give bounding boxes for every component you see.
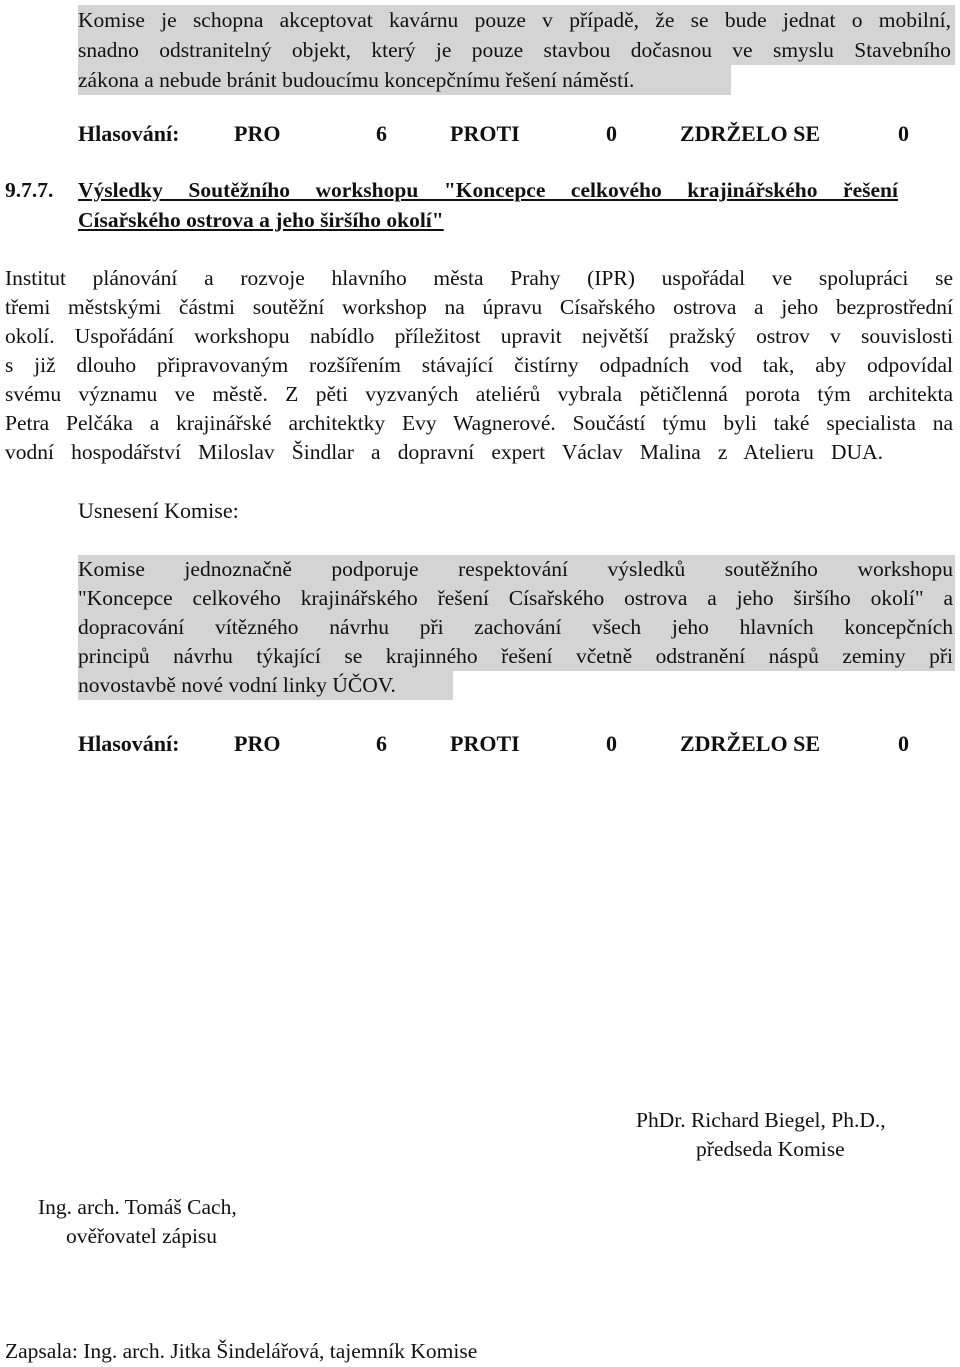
proti-value: 0 xyxy=(606,121,617,146)
body-line-4: s již dlouho připravovaným rozšířením stávající čistírny odpadních vod tak, aby odpovídal xyxy=(5,353,953,377)
pro-label: PRO xyxy=(234,731,281,756)
resolution-line-4: principů návrhu týkající se krajinného řešení včetně odstranění náspů zeminy při xyxy=(78,642,955,671)
body-line-7: vodní hospodářství Miloslav Šindlar a dopravní expert Václav Malina z Atelieru DUA. xyxy=(5,440,883,464)
pro-label: PRO xyxy=(234,121,281,146)
body-line-3: okolí. Uspořádání workshopu nabídlo příležitost upravit největší pražský ostrov v souvislosti xyxy=(5,324,953,348)
chair-role: předseda Komise xyxy=(696,1137,845,1161)
body-line-6: Petra Pelčáka a krajinářské architektky Evy Wagnerové. Součástí týmu byli také specialista na xyxy=(5,411,953,435)
section-number: 9.7.7. xyxy=(5,178,54,202)
body-line-5: svému významu ve městě. Z pěti vyzvaných ateliérů vybrala pětičlenná porota tým architekta xyxy=(5,382,953,406)
intro-line-1: Komise je schopna akceptovat kavárnu pouze v případě, že se bude jednat o mobilní, xyxy=(78,5,955,35)
resolution-line-1: Komise jednoznačně podporuje respektování výsledků soutěžního workshopu xyxy=(78,555,955,584)
vote-result-1 xyxy=(78,119,938,149)
resolution-line-3: dopracování vítězného návrhu při zachování všech jeho hlavních koncepčních xyxy=(78,613,955,642)
body-line-2: třemi městskými částmi soutěžní workshop na úpravu Císařského ostrova a jeho bezprostřední xyxy=(5,295,953,319)
zdrzelo-value: 0 xyxy=(898,731,909,756)
pro-value: 6 xyxy=(376,121,387,146)
proti-label: PROTI xyxy=(450,731,520,756)
resolution-line-2: "Koncepce celkového krajinářského řešení Císařského ostrova a jeho širšího okolí" a xyxy=(78,584,955,613)
proti-label: PROTI xyxy=(450,121,520,146)
intro-line-3: zákona a nebude bránit budoucímu koncepčnímu řešení náměstí. xyxy=(78,65,731,95)
chair-name: PhDr. Richard Biegel, Ph.D., xyxy=(636,1108,886,1132)
intro-line-2: snadno odstranitelný objekt, který je pouze stavbou dočasnou ve smyslu Stavebního xyxy=(78,35,955,65)
resolution-heading: Usnesení Komise: xyxy=(78,498,239,523)
verifier-name: Ing. arch. Tomáš Cach, xyxy=(38,1195,237,1219)
section-title-line-2: Císařského ostrova a jeho širšího okolí" xyxy=(78,208,444,232)
vote-result-2 xyxy=(78,729,938,759)
proti-value: 0 xyxy=(606,731,617,756)
verifier-role: ověřovatel zápisu xyxy=(66,1224,218,1248)
section-title-line-1: Výsledky Soutěžního workshopu "Koncepce celkového krajinářského řešení xyxy=(78,178,898,202)
pro-value: 6 xyxy=(376,731,387,756)
zdrzelo-label: ZDRŽELO SE xyxy=(680,121,820,146)
resolution-line-5: novostavbě nové vodní linky ÚČOV. xyxy=(78,671,453,700)
body-line-1: Institut plánování a rozvoje hlavního města Prahy (IPR) uspořádal ve spolupráci se xyxy=(5,266,953,290)
zdrzelo-value: 0 xyxy=(898,121,909,146)
recorded-by: Zapsala: Ing. arch. Jitka Šindelářová, tajemník Komise xyxy=(5,1339,478,1363)
vote-label: Hlasování: xyxy=(78,121,180,146)
zdrzelo-label: ZDRŽELO SE xyxy=(680,731,820,756)
vote-label: Hlasování: xyxy=(78,731,180,756)
